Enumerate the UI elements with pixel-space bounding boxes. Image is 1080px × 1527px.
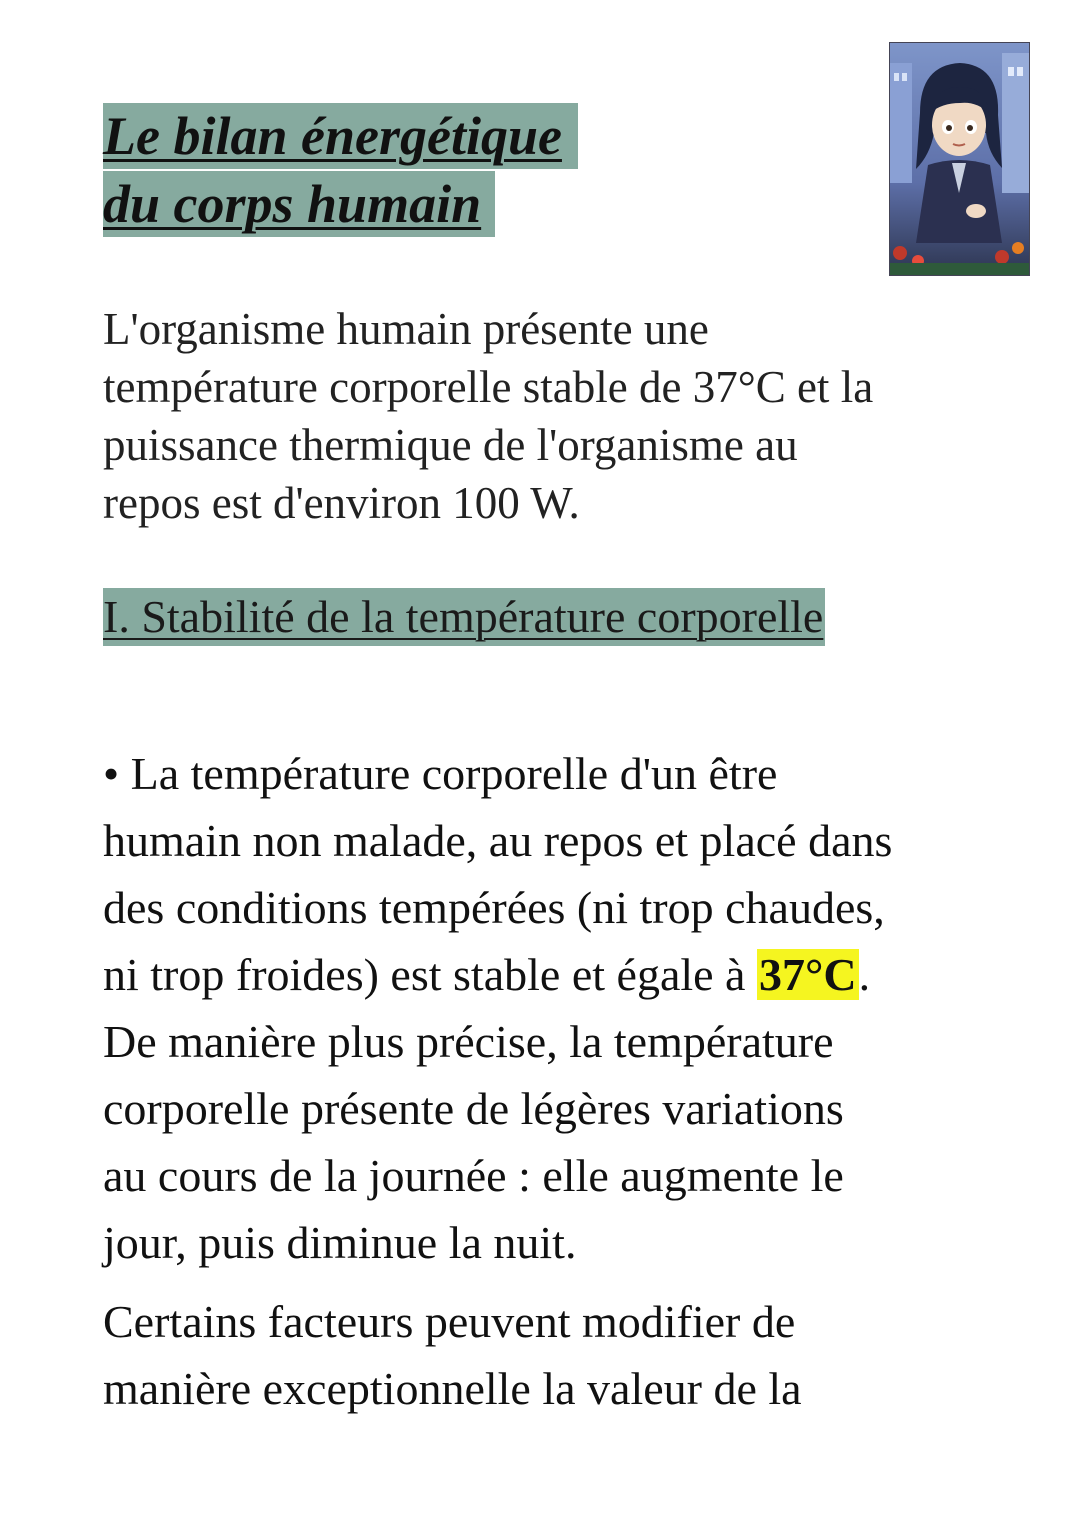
intro-line: L'organisme humain présente une xyxy=(103,304,709,354)
paragraph-line: corporelle présente de légères variations xyxy=(103,1083,844,1134)
title-line-1: Le bilan énergétique xyxy=(103,103,578,169)
paragraph-line: Certains facteurs peuvent modifier de xyxy=(103,1296,796,1347)
document-title xyxy=(103,103,623,237)
title-line-2: du corps humain xyxy=(103,171,495,237)
paragraph-line: jour, puis diminue la nuit. xyxy=(103,1217,577,1268)
paragraph-line xyxy=(103,941,1003,1008)
intro-line: repos est d'environ 100 W. xyxy=(103,478,580,528)
paragraph-text: . xyxy=(858,949,871,1000)
paragraph-line: au cours de la journée : elle augmente le xyxy=(103,1150,844,1201)
paragraph-line: humain non malade, au repos et placé dans xyxy=(103,815,893,866)
character-illustration-icon xyxy=(890,43,1029,275)
intro-line: température corporelle stable de 37°C et la xyxy=(103,362,874,412)
paragraph-line: des conditions tempérées (ni trop chaudes, xyxy=(103,882,885,933)
paragraph-text: ni trop froides) est stable et égale à xyxy=(103,949,757,1000)
paragraph-factors xyxy=(103,1288,1003,1422)
paragraph-line: De manière plus précise, la température xyxy=(103,1016,834,1067)
paragraph-line: manière exceptionnelle la valeur de la xyxy=(103,1363,802,1414)
highlighted-temperature: 37°C xyxy=(758,949,857,1000)
intro-paragraph xyxy=(103,300,1003,532)
intro-line: puissance thermique de l'organisme au xyxy=(103,420,798,470)
section-heading-1: I. Stabilité de la température corporelle xyxy=(103,588,825,646)
paragraph-body-temperature xyxy=(103,740,1003,1276)
character-thumbnail xyxy=(889,42,1030,276)
paragraph-line: • La température corporelle d'un être xyxy=(103,748,778,799)
